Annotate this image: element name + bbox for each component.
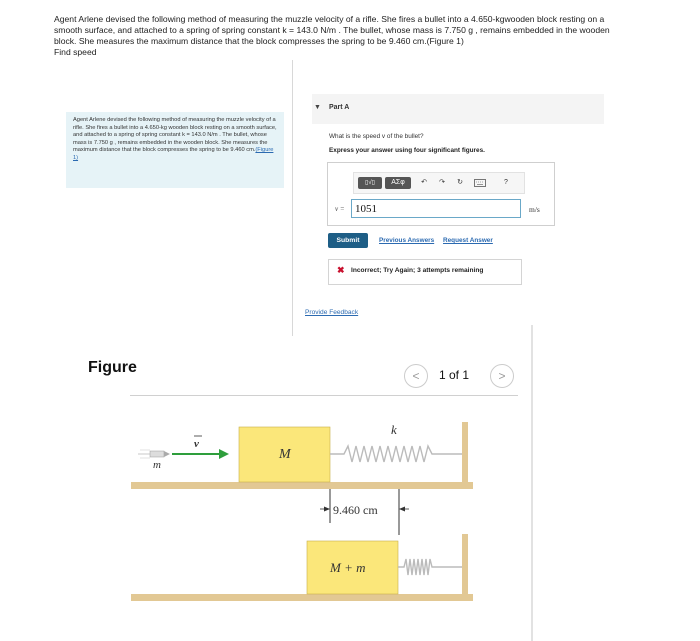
spring-compressed (398, 559, 462, 575)
unit-label: m/s (529, 205, 540, 214)
physics-diagram (0, 400, 700, 641)
compression-label: 9.460 cm (333, 503, 378, 517)
previous-figure-button[interactable]: < (404, 364, 428, 388)
block-mass-label: M (279, 447, 291, 462)
spring-constant-label: k (391, 422, 397, 437)
figure-link[interactable]: (Figure 1) (73, 147, 274, 161)
keyboard-icon[interactable] (472, 177, 488, 189)
request-answer-link[interactable]: Request Answer (443, 237, 493, 244)
question-body: Agent Arlene devised the following method of measuring the muzzle velocity of a rifle. She fires a bullet into a 4.650-kgwooden block resting on a smooth surface, and attached to a spring of spring constant k = 143.0 N/m . The bullet, whose mass is 7.750 g , remains embedded in the wooden block. She measures the maximum distance that the block compresses the spring to be 9.460 cm.(Figure 1) (54, 14, 610, 46)
redo-icon[interactable]: ↷ (439, 179, 445, 186)
wall-top (462, 422, 468, 482)
question-find: Find speed (54, 47, 97, 57)
floor-bottom (131, 594, 473, 601)
floor-top (131, 482, 473, 489)
provide-feedback-link[interactable]: Provide Feedback (305, 309, 359, 316)
incorrect-x-icon: ✖ (337, 265, 345, 275)
help-icon[interactable]: ? (504, 179, 508, 186)
question-text (54, 14, 614, 58)
part-a-header[interactable] (312, 94, 604, 124)
velocity-label: v (194, 438, 199, 450)
collapse-triangle-icon[interactable]: ▼ (314, 104, 321, 111)
question-prompt: What is the speed v of the bullet? (329, 133, 424, 140)
figure-pager: 1 of 1 (439, 368, 470, 382)
problem-panel-text (73, 117, 278, 163)
reset-icon[interactable]: ↻ (457, 179, 463, 186)
variable-label: v = (335, 205, 345, 213)
submit-button[interactable]: Submit (328, 233, 368, 248)
column-divider (292, 60, 293, 336)
figure-header-rule (130, 395, 518, 396)
spring-top (330, 446, 462, 462)
answer-input[interactable] (351, 199, 521, 218)
fraction-radical-button[interactable]: ▯√▯ (358, 177, 382, 189)
combined-mass-label: M + m (330, 560, 366, 575)
bullet-mass-label: m (153, 459, 161, 471)
part-a-label: Part A (329, 104, 350, 111)
next-figure-button[interactable]: > (490, 364, 514, 388)
problem-statement: Agent Arlene devised the following method of measuring the muzzle velocity of a rifle. She fires a bullet into a 4.650-kg wooden block resting on a smooth surface, and attached to a spring of spring constant k = 143.0 N/m . The bullet, whose mass is 7.750 g , remains embedded in the wooden block. She measures the maximum distance that the block compresses the spring to be 9.460 cm. (73, 117, 277, 154)
previous-answers-link[interactable]: Previous Answers (379, 237, 435, 244)
greek-symbols-button[interactable]: ΑΣφ (385, 177, 411, 189)
velocity-arrow (172, 449, 229, 459)
wall-bottom (462, 534, 468, 594)
bullet (138, 450, 170, 458)
figure-title: Figure (88, 359, 137, 376)
undo-icon[interactable]: ↶ (421, 179, 427, 186)
answer-instruction: Express your answer using four significant figures. (329, 147, 485, 154)
math-toolbar (353, 172, 525, 194)
feedback-message: Incorrect; Try Again; 3 attempts remaining (351, 267, 484, 274)
